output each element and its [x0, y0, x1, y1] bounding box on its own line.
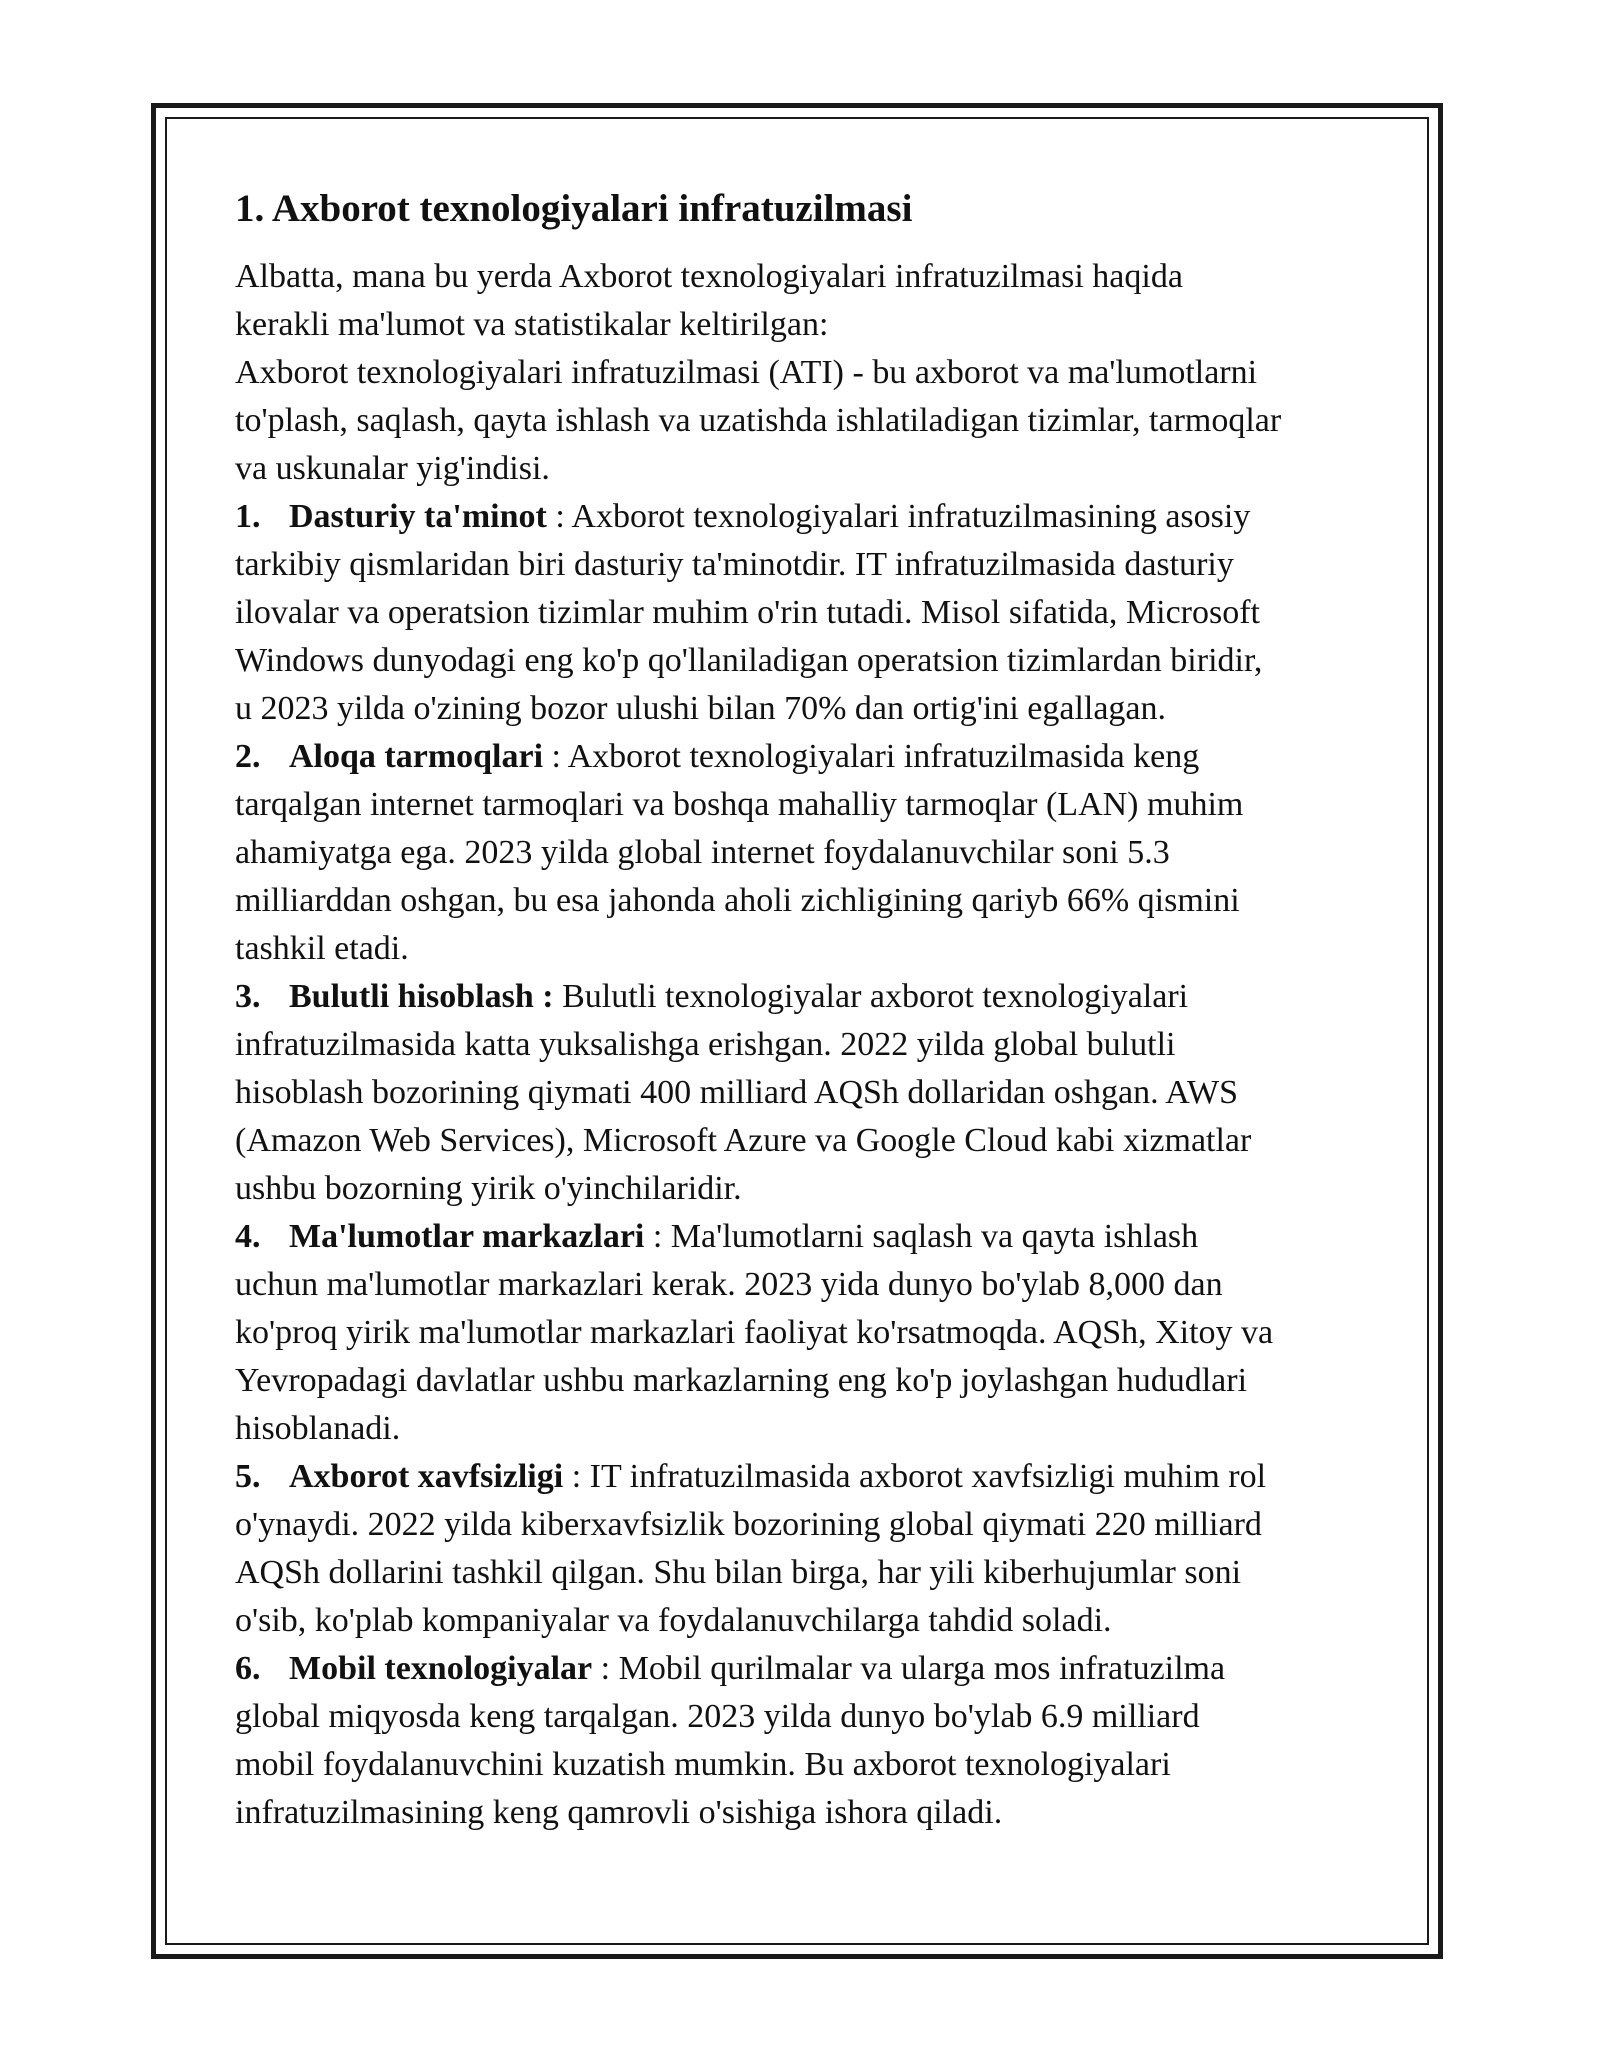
item-title: Axborot xavfsizligi: [289, 1458, 564, 1495]
list-item-axborot-xavfsizligi: [235, 1453, 1365, 1645]
item-title: Dasturiy ta'minot: [289, 498, 547, 535]
item-text: Bulutli texnologiyalar axborot texnologiyalari: [553, 978, 1189, 1015]
list-item-aloqa-tarmoqlari: [235, 733, 1365, 973]
item-line: u 2023 yilda o'zining bozor ulushi bilan 70% dan ortig'ini egallagan.: [235, 690, 1167, 727]
item-line: hisoblanadi.: [235, 1410, 401, 1447]
item-text: : IT infratuzilmasida axborot xavfsizligi muhim rol: [563, 1458, 1267, 1495]
item-line: o'sib, ko'plab kompaniyalar va foydalanuvchilarga tahdid soladi.: [235, 1602, 1112, 1639]
item-title: Ma'lumotlar markazlari: [289, 1218, 645, 1255]
item-line: global miqyosda keng tarqalgan. 2023 yilda dunyo bo'ylab 6.9 milliard: [235, 1698, 1200, 1735]
item-number: 2.: [235, 738, 261, 775]
item-line: Yevropadagi davlatlar ushbu markazlarning eng ko'p joylashgan hududlari: [235, 1362, 1248, 1399]
document-body: [235, 185, 1365, 1837]
item-line: infratuzilmasida katta yuksalishga erishgan. 2022 yilda global bulutli: [235, 1026, 1176, 1063]
item-line: (Amazon Web Services), Microsoft Azure va Google Cloud kabi xizmatlar: [235, 1122, 1252, 1159]
item-title: Bulutli hisoblash: [289, 978, 534, 1015]
intro-line: kerakli ma'lumot va statistikalar keltirilgan:: [235, 306, 829, 343]
item-line: milliarddan oshgan, bu esa jahonda aholi zichligining qariyb 66% qismini: [235, 882, 1240, 919]
list-item-malumotlar-markazlari: [235, 1213, 1365, 1453]
section-heading: 1. Axborot texnologiyalari infratuzilmasi: [235, 187, 913, 230]
item-line: ushbu bozorning yirik o'yinchilaridir.: [235, 1170, 742, 1207]
item-line: AQSh dollarini tashkil qilgan. Shu bilan birga, har yili kiberhujumlar soni: [235, 1554, 1242, 1591]
item-text: : Axborot texnologiyalari infratuzilmasining asosiy: [546, 498, 1251, 535]
item-title: Mobil texnologiyalar: [289, 1650, 593, 1687]
list-item-dasturiy-taminot: [235, 493, 1365, 733]
item-text: : Axborot texnologiyalari infratuzilmasida keng: [543, 738, 1200, 775]
item-text: : Mobil qurilmalar va ularga mos infratuzilma: [592, 1650, 1226, 1687]
item-title: Aloqa tarmoqlari: [289, 738, 544, 775]
intro-line: va uskunalar yig'indisi.: [235, 450, 550, 487]
item-line: infratuzilmasining keng qamrovli o'sishiga ishora qiladi.: [235, 1794, 1003, 1831]
item-line: tarqalgan internet tarmoqlari va boshqa mahalliy tarmoqlar (LAN) muhim: [235, 786, 1244, 823]
item-line: hisoblash bozorining qiymati 400 milliard AQSh dollaridan oshgan. AWS: [235, 1074, 1239, 1111]
intro-line: Albatta, mana bu yerda Axborot texnologiyalari infratuzilmasi haqida: [235, 258, 1183, 295]
list-item-mobil-texnologiyalar: [235, 1645, 1365, 1837]
item-line: ahamiyatga ega. 2023 yilda global internet foydalanuvchilar soni 5.3: [235, 834, 1170, 871]
item-number: 1.: [235, 498, 261, 535]
intro-paragraph: [235, 253, 1365, 493]
item-line: tarkibiy qismlaridan biri dasturiy ta'minotdir. IT infratuzilmasida dasturiy: [235, 546, 1234, 583]
item-number: 6.: [235, 1650, 261, 1687]
item-number: 5.: [235, 1458, 261, 1495]
intro-line: to'plash, saqlash, qayta ishlash va uzatishda ishlatiladigan tizimlar, tarmoqlar: [235, 402, 1282, 439]
intro-line: Axborot texnologiyalari infratuzilmasi (ATI) - bu axborot va ma'lumotlarni: [235, 354, 1258, 391]
item-number: 3.: [235, 978, 261, 1015]
item-colon: :: [533, 978, 554, 1015]
item-line: o'ynaydi. 2022 yilda kiberxavfsizlik bozorining global qiymati 220 milliard: [235, 1506, 1262, 1543]
item-line: ko'proq yirik ma'lumotlar markazlari faoliyat ko'rsatmoqda. AQSh, Xitoy va: [235, 1314, 1274, 1351]
item-line: Windows dunyodagi eng ko'p qo'llaniladigan operatsion tizimlardan biridir,: [235, 642, 1263, 679]
item-number: 4.: [235, 1218, 261, 1255]
item-line: tashkil etadi.: [235, 930, 409, 967]
item-line: uchun ma'lumotlar markazlari kerak. 2023 yida dunyo bo'ylab 8,000 dan: [235, 1266, 1223, 1303]
item-text: : Ma'lumotlarni saqlash va qayta ishlash: [644, 1218, 1199, 1255]
item-line: ilovalar va operatsion tizimlar muhim o'rin tutadi. Misol sifatida, Microsoft: [235, 594, 1260, 631]
list-item-bulutli-hisoblash: [235, 973, 1365, 1213]
item-line: mobil foydalanuvchini kuzatish mumkin. Bu axborot texnologiyalari: [235, 1746, 1171, 1783]
